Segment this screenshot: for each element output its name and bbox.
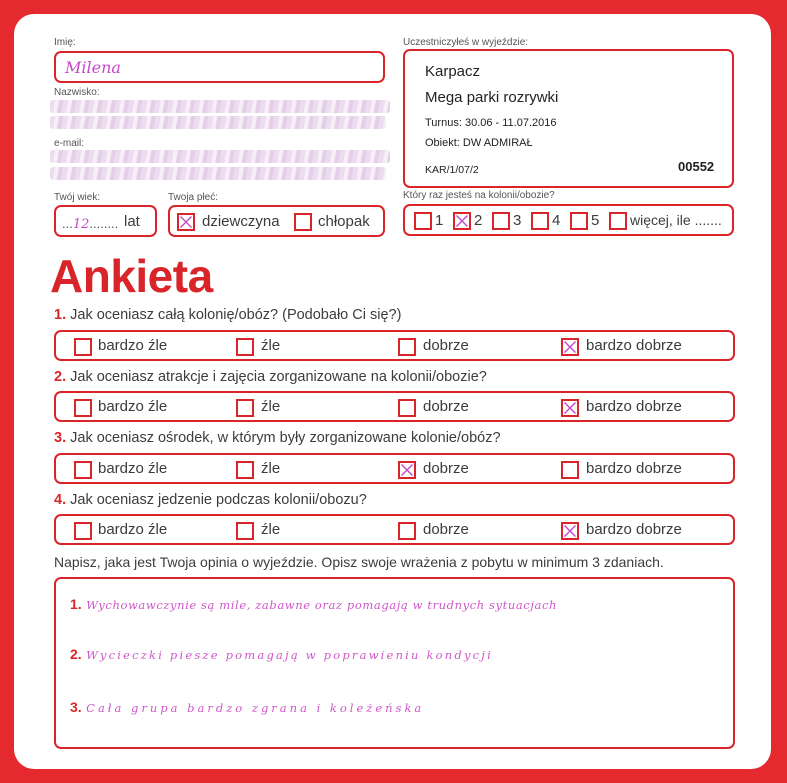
cross-mark-icon — [563, 340, 577, 354]
age-label: Twój wiek: — [54, 192, 101, 203]
gender-option-boy: chłopak — [318, 213, 370, 230]
cross-mark-icon — [179, 215, 193, 229]
trip-label: Uczestniczyłeś w wyjeździe: — [403, 37, 529, 48]
answer-2-text: Wycieczki piesze pomagają w poprawieniu kondycji — [86, 648, 493, 662]
q2-checkbox-good[interactable] — [398, 399, 416, 417]
q4-option-good: dobrze — [423, 521, 469, 538]
cross-mark-icon — [455, 214, 469, 228]
question-3 — [54, 430, 501, 446]
age-dots-suffix: ........ — [89, 216, 119, 231]
q3-checkbox-bad[interactable] — [236, 461, 254, 479]
question-2 — [54, 369, 487, 385]
q3-checkbox-very-bad[interactable] — [74, 461, 92, 479]
gender-checkbox-girl[interactable] — [177, 213, 195, 231]
q2-option-bad: źle — [261, 398, 281, 415]
name-field[interactable] — [54, 51, 385, 83]
q4-option-bad: źle — [261, 521, 281, 538]
question-3-number: 3. — [54, 430, 67, 446]
times-option-5: 5 — [591, 212, 600, 229]
q1-checkbox-bad[interactable] — [236, 338, 254, 356]
q3-option-bad: źle — [261, 460, 281, 477]
question-4 — [54, 492, 367, 508]
question-2-options — [54, 391, 735, 422]
q2-checkbox-very-good[interactable] — [561, 399, 579, 417]
q3-option-very-bad: bardzo źle — [98, 460, 168, 477]
q2-checkbox-bad[interactable] — [236, 399, 254, 417]
gender-label: Twoja płeć: — [168, 192, 219, 203]
q3-checkbox-good[interactable] — [398, 461, 416, 479]
name-label: Imię: — [54, 37, 76, 48]
trip-city: Karpacz — [425, 63, 481, 80]
name-value: Milena — [65, 58, 121, 77]
gender-field — [168, 205, 385, 237]
cross-mark-icon — [563, 401, 577, 415]
trip-number: 00552 — [678, 159, 715, 174]
age-value: 12 — [72, 217, 90, 232]
times-option-4: 4 — [552, 212, 561, 229]
times-option-more: więcej, ile ....... — [630, 212, 722, 228]
q4-option-very-good: bardzo dobrze — [586, 521, 682, 538]
question-1-number: 1. — [54, 307, 67, 323]
answer-1-text: Wychowawczynie są mile, zabawne oraz pomagają w trudnych sytuacjach — [86, 598, 558, 612]
email-label: e-mail: — [54, 138, 85, 149]
answer-line-3 — [70, 699, 424, 717]
trip-info-box — [403, 49, 734, 188]
obiekt-label: Obiekt: — [425, 137, 460, 149]
q1-option-very-bad: bardzo źle — [98, 337, 168, 354]
q2-option-good: dobrze — [423, 398, 469, 415]
q2-option-very-bad: bardzo źle — [98, 398, 168, 415]
age-dots-prefix: ... — [62, 216, 73, 231]
q2-option-very-good: bardzo dobrze — [586, 398, 682, 415]
q3-option-very-good: bardzo dobrze — [586, 460, 682, 477]
question-1-options — [54, 330, 735, 361]
times-checkbox-1[interactable] — [414, 212, 432, 230]
q2-checkbox-very-bad[interactable] — [74, 399, 92, 417]
turnus-value: 30.06 - 11.07.2016 — [464, 117, 557, 129]
trip-code: KAR/1/07/2 — [425, 164, 479, 176]
question-1-text: Jak oceniasz całą kolonię/obóz? (Podobało Ci się?) — [70, 307, 402, 323]
turnus-label: Turnus: — [425, 117, 462, 129]
times-checkbox-more[interactable] — [609, 212, 627, 230]
times-option-2: 2 — [474, 212, 483, 229]
q1-option-very-good: bardzo dobrze — [586, 337, 682, 354]
question-3-options — [54, 453, 735, 484]
times-option-1: 1 — [435, 212, 444, 229]
times-label: Który raz jesteś na kolonii/obozie? — [403, 190, 555, 201]
q4-checkbox-very-bad[interactable] — [74, 522, 92, 540]
question-2-number: 2. — [54, 369, 67, 385]
answer-2-number: 2. — [70, 646, 82, 662]
obiekt-value: DW ADMIRAŁ — [462, 137, 533, 149]
question-4-text: Jak oceniasz jedzenie podczas kolonii/obozu? — [70, 492, 367, 508]
surname-label: Nazwisko: — [54, 87, 100, 98]
answer-line-1 — [70, 596, 557, 614]
survey-title: Ankieta — [50, 250, 213, 302]
trip-theme: Mega parki rozrywki — [425, 89, 559, 106]
cross-mark-icon — [400, 463, 414, 477]
age-unit: lat — [124, 213, 140, 230]
answer-3-number: 3. — [70, 699, 82, 715]
cross-mark-icon — [563, 524, 577, 538]
q1-checkbox-very-good[interactable] — [561, 338, 579, 356]
question-3-text: Jak oceniasz ośrodek, w którym były zorganizowane kolonie/obóz? — [70, 430, 501, 446]
question-4-options — [54, 514, 735, 545]
gender-checkbox-boy[interactable] — [294, 213, 312, 231]
gender-option-girl: dziewczyna — [202, 213, 280, 230]
times-option-3: 3 — [513, 212, 522, 229]
question-4-number: 4. — [54, 492, 67, 508]
q3-option-good: dobrze — [423, 460, 469, 477]
q4-checkbox-bad[interactable] — [236, 522, 254, 540]
times-checkbox-5[interactable] — [570, 212, 588, 230]
opinion-prompt: Napisz, jaka jest Twoja opinia o wyjeździe. Opisz swoje wrażenia z pobytu w minimum 3 zdaniach. — [54, 554, 664, 570]
times-checkbox-2[interactable] — [453, 212, 471, 230]
times-checkbox-4[interactable] — [531, 212, 549, 230]
q1-checkbox-good[interactable] — [398, 338, 416, 356]
opinion-answer-box[interactable] — [54, 577, 735, 749]
times-checkbox-3[interactable] — [492, 212, 510, 230]
q1-option-bad: źle — [261, 337, 281, 354]
q1-option-good: dobrze — [423, 337, 469, 354]
answer-1-number: 1. — [70, 596, 82, 612]
survey-form — [14, 14, 771, 769]
answer-3-text: Cała grupa bardzo zgrana i koleżeńska — [86, 701, 425, 715]
question-1 — [54, 307, 401, 323]
q4-checkbox-very-good[interactable] — [561, 522, 579, 540]
times-field — [403, 204, 734, 236]
answer-line-2 — [70, 646, 493, 664]
q4-checkbox-good[interactable] — [398, 522, 416, 540]
q1-checkbox-very-bad[interactable] — [74, 338, 92, 356]
q4-option-very-bad: bardzo źle — [98, 521, 168, 538]
q3-checkbox-very-good[interactable] — [561, 461, 579, 479]
age-field[interactable] — [54, 205, 157, 237]
question-2-text: Jak oceniasz atrakcje i zajęcia zorganizowane na kolonii/obozie? — [70, 369, 487, 385]
